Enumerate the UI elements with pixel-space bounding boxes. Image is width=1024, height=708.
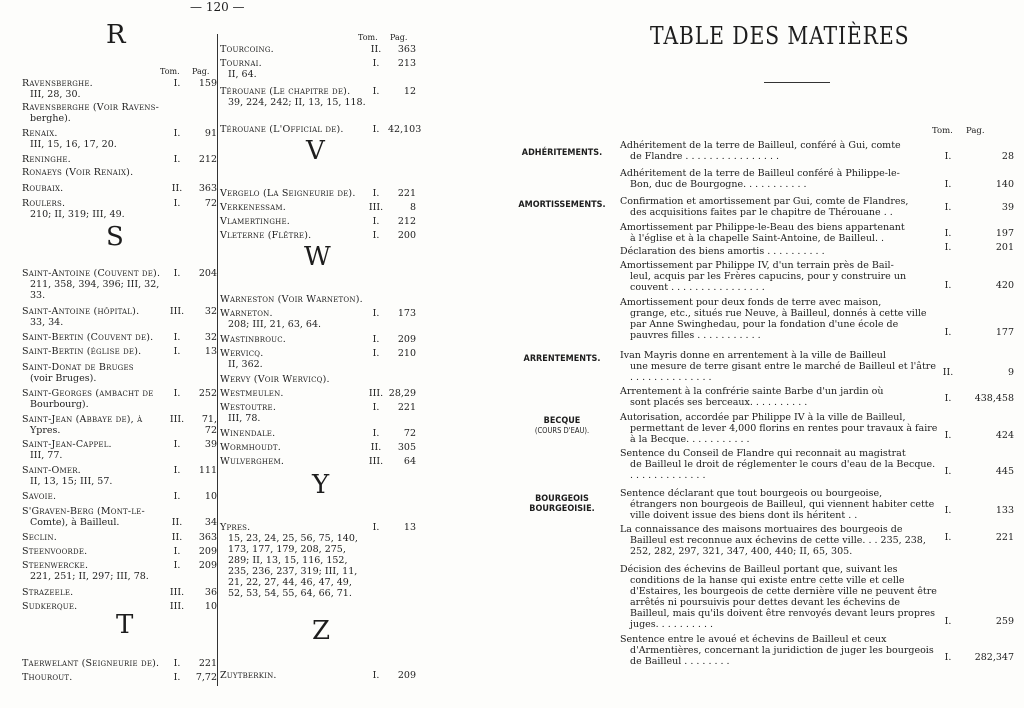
index-entry: Wervicq. II, 362. I. 210 <box>220 348 416 370</box>
index-entry: Wervy (Voir Wervicq). <box>220 374 330 385</box>
index-entry: Verkenessam. III. 8 <box>220 202 416 213</box>
index-entry: Steenvoorde. I. 209 <box>22 546 217 557</box>
index-entry: Ravensberghe (Voir Ravens- berghe). <box>22 102 160 124</box>
section-letter-v: V <box>306 136 325 166</box>
index-entry: Roulers. 210; II, 319; III, 49. I. 72 <box>22 198 217 220</box>
index-page <box>0 0 500 708</box>
toc-category: BECQUE (COURS D'EAU). <box>534 416 590 435</box>
index-entry: Vleterne (Flêtre). I. 200 <box>220 230 416 241</box>
index-entry: Wormhoudt. II. 305 <box>220 442 416 453</box>
pag-header: Pag. <box>390 33 408 42</box>
index-entry: Zuytberkin. I. 209 <box>220 670 416 681</box>
index-entry: Saint-Jean (Abbaye de), à Ypres. III. 71, 72 <box>22 414 217 436</box>
index-entry: Saint-Georges (ambacht de Bourbourg). I. 252 <box>22 388 217 410</box>
index-entry: Savoie. I. 10 <box>22 491 217 502</box>
index-entry: Reninghe. I. 212 <box>22 154 217 165</box>
index-entry: Wastinbrouc. I. 209 <box>220 334 416 345</box>
index-entry: Renaix. III, 15, 16, 17, 20. I. 91 <box>22 128 217 150</box>
index-entry: Saint-Bertin (église de). I. 13 <box>22 346 217 357</box>
toc-category: AMORTISSEMENTS. <box>518 200 606 210</box>
index-entry: Thourout. I. 7,72 <box>22 672 217 683</box>
toc-category: BOURGEOIS BOURGEOISIE. <box>529 494 595 514</box>
toc-category: ADHÉRITEMENTS. <box>521 148 603 158</box>
index-entry: Seclin. II. 363 <box>22 532 217 543</box>
index-entry: Wulverghem. III. 64 <box>220 456 416 467</box>
index-entry: Steenwercke. 221, 251; II, 297; III, 78. I. 209 <box>22 560 217 582</box>
section-letter-t: T <box>116 610 134 640</box>
index-entry: Tournai. II, 64. I. 213 <box>220 58 416 80</box>
index-entry: Saint-Antoine (Couvent de). 211, 358, 394, 396; III, 32, 33. I. 204 <box>22 268 217 301</box>
index-entry: Saint-Donat de Bruges (voir Bruges). <box>22 362 134 384</box>
section-letter-w: W <box>304 242 331 272</box>
pag-header: Pag. <box>966 126 985 136</box>
index-entry: S'Graven-Berg (Mont-le- Comte), à Bailleul. II. 34 <box>22 506 217 528</box>
toc-category: ARRENTEMENTS. <box>523 354 601 364</box>
index-entry: Térouane (L'Official de). I. 42,103 <box>220 124 422 135</box>
section-letter-r: R <box>106 20 126 50</box>
page-title: TABLE DES MATIÈRES <box>650 22 910 50</box>
index-entry: Strazeele. III. 36 <box>22 587 217 598</box>
index-entry: Vlamertinghe. I. 212 <box>220 216 416 227</box>
index-entry: Saint-Omer. II, 13, 15; III, 57. I. 111 <box>22 465 217 487</box>
index-entry: Westmeulen. III. 28,29 <box>220 388 416 399</box>
section-letter-y: Y <box>312 470 330 500</box>
tom-header: Tom. <box>160 67 180 76</box>
section-letter-z: Z <box>312 616 331 646</box>
index-entry: Saint-Bertin (Couvent de). I. 32 <box>22 332 217 343</box>
index-entry: Westoutre. III, 78. I. 221 <box>220 402 416 424</box>
index-entry: Sudkerque. III. 10 <box>22 601 217 612</box>
title-underline <box>764 82 830 83</box>
index-entry: Térouane (Le chapitre de). 39, 224, 242; II, 13, 15, 118. I. 12 <box>220 86 416 108</box>
tom-header: Tom. <box>932 126 953 136</box>
pag-header: Pag. <box>192 67 210 76</box>
index-entry: Ypres. 15, 23, 24, 25, 56, 75, 140, 173, 177, 179, 208, 275, 289; II, 13, 15, 116, 152, 235, 236, 237, 319; III, 11, 21, 22, 27, 44, 46, 47, 49, 52, 53, 54, 55, 64, 66, 71. I. 13 <box>220 522 416 599</box>
section-letter-s: S <box>106 222 124 252</box>
index-entry: Taerwelant (Seigneurie de). I. 221 <box>22 658 217 669</box>
table-of-contents-page: TABLE DES MATIÈRES Tom. Pag. ADHÉRITEMENTS. Adhéritement de la terre de Bailleul, conféré à Gui, comte de Flandre . . . . . . . . . . . . . . . . I. 28 Adhéritement de la terre de Bailleul conféré à Philippe-le- Bon, duc de Bourgogne. . . . . . . . . . . I. 140 AMORTISSEMENTS. Confirmation et amortissement par Gui, comte de Flandres, des acquisitions faites par le chapitre de Thérouane . . I. 39 Amortissement par Philippe-le-Beau des biens appartenant à l'église et à la chapelle Saint-Antoine, de Bailleul. . I. 197 Déclaration des biens amortis . . . . . . . . . . I. 201 Amortissement par Philippe IV, d'un terrain près de Bail- leul, acquis par les Frères capucins, pour y construire un couvent . . . . . . . . . . . . . . . . I. 420 Amortissement pour deux fonds de terre avec maison, grange, etc., situés rue Neuve, à Bailleul, donnés à cette ville par Anne Swinghedau, pour la fondation d'une école de pauvres filles . . . . . . . . . . . I. 177 ARRENTEMENTS. Ivan Mayris donne en arrentement à la ville de Bailleul une mesure de terre gisant entre le marché de Bailleul et l'âtre . . . . . . . . . . . . . . II. 9 Arrentement à la confrérie sainte Barbe d'un jardin où sont placés ses berceaux. . . . . . . . . . I. 438,458 BECQUE (COURS D'EAU). Autorisation, accordée par Philippe IV à la ville de Bailleul, permettant de lever 4,000 florins en rentes pour travaux à faire à la Becque. . . . . . . . . . . I. 424 Sentence du Conseil de Flandre qui reconnait au magistrat de Bailleul le droit de réglementer le cours d'eau de la Becque. . . . . . . . . . . . . . I. 445 BOURGEOIS BOURGEOISIE. Sentence déclarant que tout bourgeois ou bourgeoise, étrangers non bourgeois de Bailleul, qui viennent habiter cette ville doivent issue des biens dont ils héritent . . I. 133 La connaissance des maisons mortuaires des bourgeois de Bailleul est reconnue aux échevins de cette ville. . . 235, 238, 252, 282, 297, 321, 347, 400, 440; II, 65, 305. I. 221 Décision des échevins de Bailleul portant que, suivant les conditions de la hanse qui existe entre cette ville et celle d'Estaires, les bourgeois de cette dernière ville ne peuvent être arrêtés ni poursuivis pour dettes devant les échevins de Bailleul, mais qu'ils doivent être renvoyés devant leurs propres juges. . . . . . . . . . I. 259 Sentence entre le avoué et échevins de Bailleul et ceux d'Armentières, concernant la juridiction de juger les bourgeois de Bailleul . . . . . . . . I. 282,347 <box>500 0 1024 708</box>
page-number: — 120 — <box>190 0 245 14</box>
index-entry: Vergelo (La Seigneurie de). I. 221 <box>220 188 416 199</box>
index-entry: Tourcoing. II. 363 <box>220 44 416 55</box>
index-entry: Warneton. 208; III, 21, 63, 64. I. 173 <box>220 308 416 330</box>
index-entry: Ravensberghe. III, 28, 30. I. 159 <box>22 78 217 100</box>
index-entry: Saint-Antoine (hôpital). 33, 34. III. 32 <box>22 306 217 328</box>
tom-header: Tom. <box>358 33 378 42</box>
index-entry: Warneston (Voir Warneton). <box>220 294 363 305</box>
column-divider <box>217 34 218 686</box>
index-entry: Winendale. I. 72 <box>220 428 416 439</box>
index-entry: Roubaix. II. 363 <box>22 183 217 194</box>
index-entry: Saint-Jean-Cappel. III, 77. I. 39 <box>22 439 217 461</box>
index-entry: Ronaeys (Voir Renaix). <box>22 167 134 178</box>
